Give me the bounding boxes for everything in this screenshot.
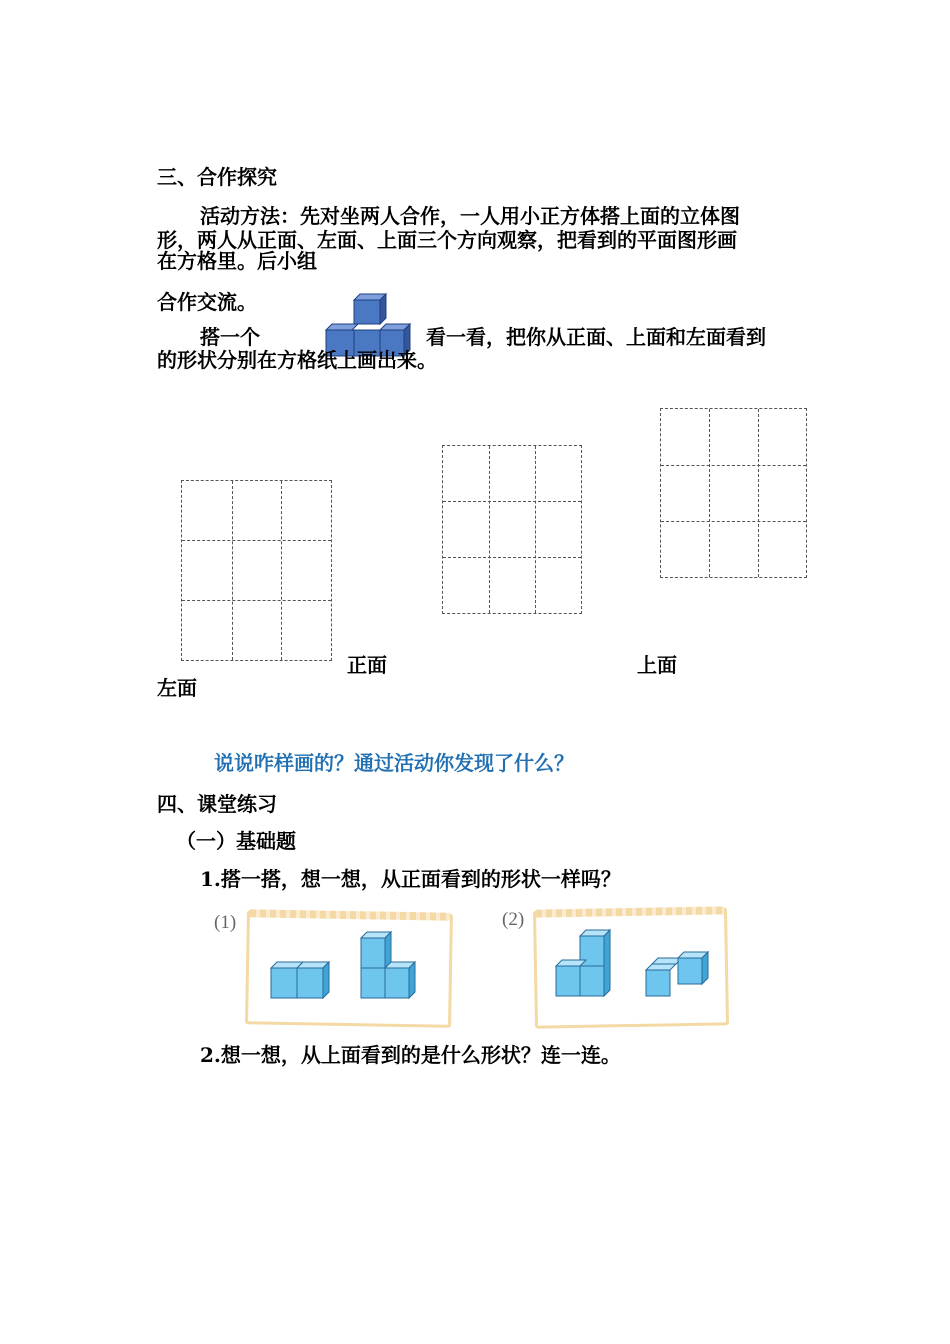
front-view-grid[interactable]	[181, 480, 332, 661]
build-suffix: 看一看，把你从正面、上面和左面看到	[426, 325, 766, 349]
method-line-4: 合作交流。	[157, 290, 257, 314]
section-heading-4: 四、课堂练习	[157, 792, 277, 816]
question-1: 1.搭一搭，想一想，从正面看到的形状一样吗？	[200, 867, 621, 891]
label-front: 正面	[347, 653, 387, 677]
build-line-2: 的形状分别在方格纸上画出来。	[157, 348, 437, 372]
figure-2-cubes	[552, 926, 712, 1001]
method-line-1: 活动方法：先对坐两人合作，一人用小正方体搭上面的立体图	[200, 204, 740, 228]
question-2: 2.想一想，从上面看到的是什么形状？连一连。	[200, 1043, 621, 1067]
method-line-2: 形，两人从正面、左面、上面三个方向观察，把看到的平面图形画	[157, 228, 737, 252]
left-view-grid[interactable]	[660, 408, 807, 578]
discussion-prompt: 说说咋样画的？通过活动你发现了什么？	[214, 751, 574, 775]
subsection-basic: （一）基础题	[176, 829, 296, 853]
section-heading-3: 三、合作探究	[157, 165, 277, 189]
figure-2-label: (2)	[502, 909, 525, 930]
method-line-3: 在方格里。后小组	[157, 249, 317, 273]
top-view-grid[interactable]	[442, 445, 582, 614]
figure-1-cubes	[266, 928, 426, 1003]
figure-1-label: (1)	[214, 912, 237, 933]
build-prefix: 搭一个	[200, 325, 260, 349]
label-left: 左面	[157, 676, 197, 700]
label-top: 上面	[637, 653, 677, 677]
